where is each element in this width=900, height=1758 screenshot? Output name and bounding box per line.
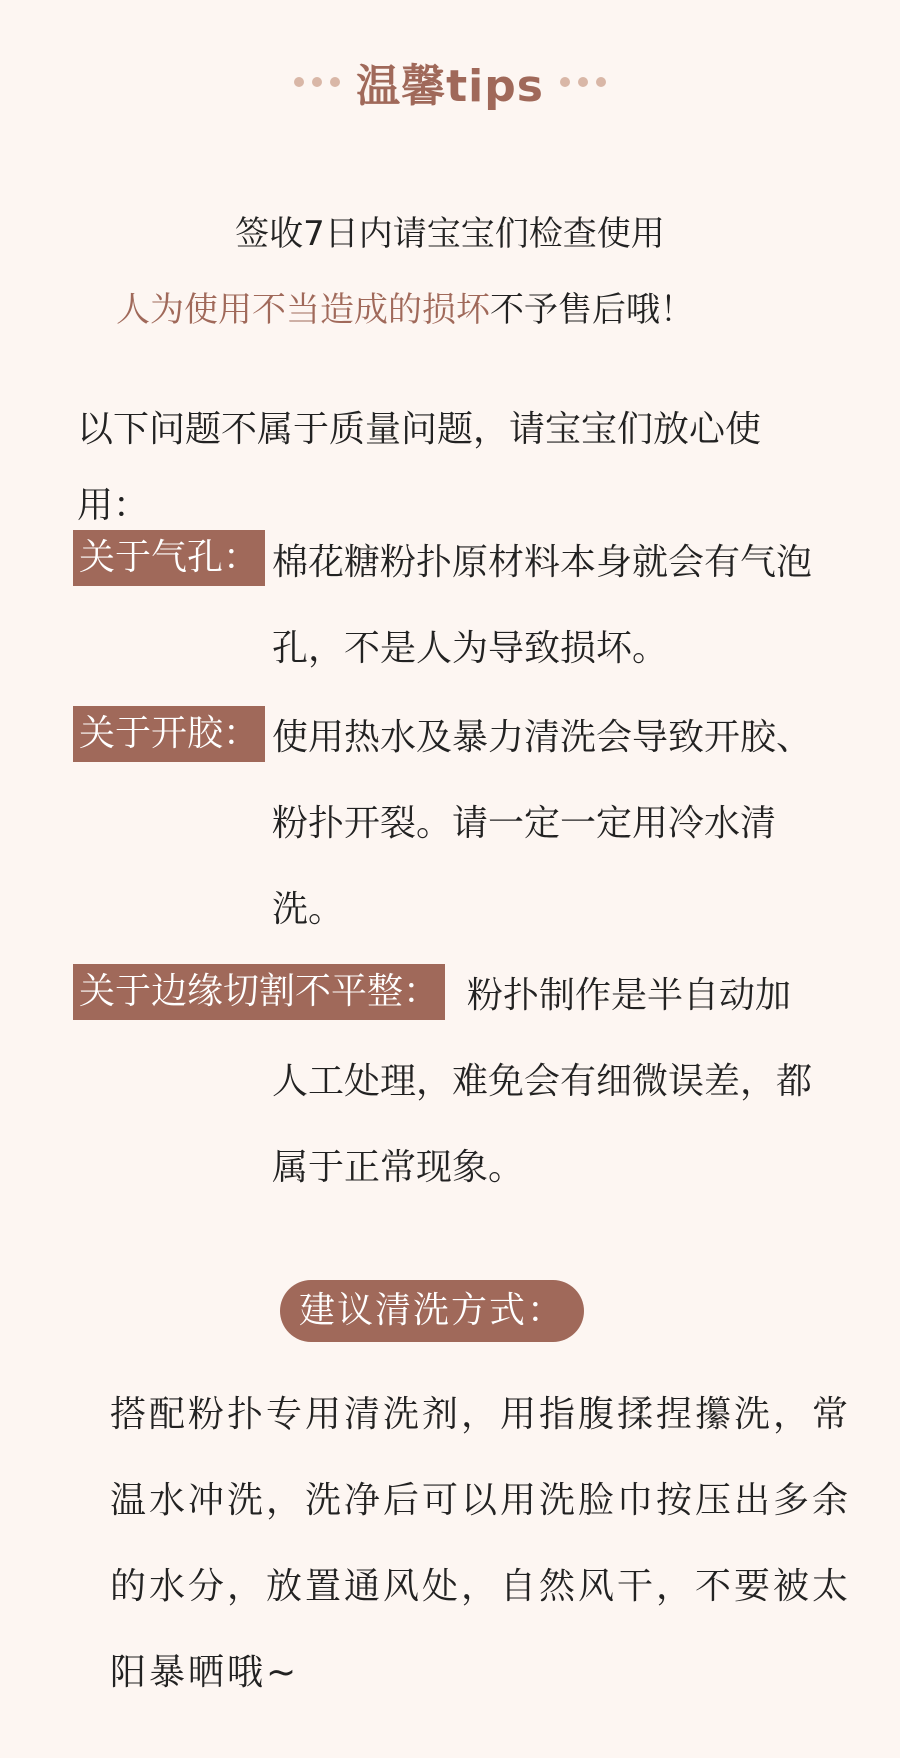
item-text-air-holes: 棉花糖粉扑原材料本身就会有气泡孔，不是人为导致损坏。 <box>272 542 813 669</box>
title-row <box>0 50 900 114</box>
care-title-pill: 建议清洗方式： <box>280 1280 584 1342</box>
tag-air-holes: 关于气孔： <box>73 530 265 586</box>
dot-icon <box>560 77 570 87</box>
dot-icon <box>596 77 606 87</box>
intro-rest: 不予售后哦！ <box>490 290 694 330</box>
dot-icon <box>578 77 588 87</box>
intro-line-1: 签收7日内请宝宝们检查使用 <box>235 214 665 254</box>
item-text-edge-rest: 人工处理，难免会有细微误差，都属于正常现象。 <box>272 1061 813 1188</box>
dot-icon <box>294 77 304 87</box>
decorative-dots-right <box>560 77 606 87</box>
tag-glue: 关于开胶： <box>73 706 265 762</box>
item-text-glue: 使用热水及暴力清洗会导致开胶、粉扑开裂。请一定一定用冷水清洗。 <box>272 717 813 930</box>
intro-emphasis: 人为使用不当造成的损坏 <box>116 290 490 330</box>
care-instructions: 搭配粉扑专用清洗剂，用指腹揉捏攥洗，常温水冲洗，洗净后可以用洗脸巾按压出多余的水分，放置通风处，自然风干，不要被太阳暴晒哦~ <box>110 1394 852 1693</box>
tag-edge-cutting: 关于边缘切割不平整： <box>73 964 445 1020</box>
dot-icon <box>330 77 340 87</box>
dot-icon <box>312 77 322 87</box>
decorative-dots-left <box>294 77 340 87</box>
item-text-edge-first: 粉扑制作是半自动加 <box>467 975 792 1016</box>
page-title: 温馨tips <box>356 61 544 112</box>
lead-paragraph: 以下问题不属于质量问题，请宝宝们放心使用： <box>77 409 762 526</box>
intro-line-2 <box>116 282 694 331</box>
